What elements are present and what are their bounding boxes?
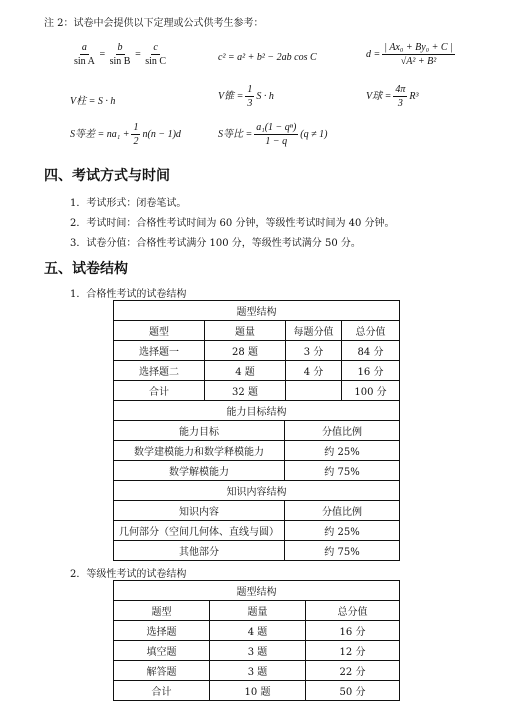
section5-title: 五、试卷结构	[44, 261, 128, 277]
table-row: 几何部分（空间几何体、直线与圆） 约 25%	[114, 521, 400, 541]
section4-item-1: 1．考试形式：闭卷笔试。	[70, 198, 187, 209]
section4-item-3: 3．试卷分值：合格性考试满分 100 分，等级性考试满分 50 分。	[70, 238, 361, 249]
cone-volume-formula: V锥 = $\frac{1}{3}$ S · h	[218, 84, 274, 109]
arithmetic-sum-formula: S等差 = na₁ + $\frac{1}{2}$ n(n − 1)d	[70, 122, 181, 147]
ability-structure-title: 能力目标结构	[114, 401, 400, 421]
table-row: 解答题 3 题 22 分	[114, 661, 400, 681]
table-row: 数学建模能力和数学释模能力 约 25%	[114, 441, 400, 461]
th-ability-ratio: 分值比例	[285, 421, 400, 441]
th-ability: 能力目标	[114, 421, 285, 441]
cosine-law-formula: c² = a² + b² − 2ab cos C	[218, 52, 317, 63]
geometric-sum-formula: S等比 = $\frac{\text{a₁(1 − qⁿ)}}{1 - q}$ (q ≠ 1)	[218, 122, 328, 147]
section5-sub2: 2．等级性考试的试卷结构	[70, 569, 187, 580]
th-content-ratio: 分值比例	[285, 501, 400, 521]
graded-exam-table	[113, 580, 400, 701]
content-structure-title: 知识内容结构	[114, 481, 400, 501]
type-structure-table	[113, 300, 400, 401]
type-structure-title: 题型结构	[114, 301, 400, 321]
table-row: 数学解模能力 约 75%	[114, 461, 400, 481]
table-row: 填空题 3 题 12 分	[114, 641, 400, 661]
formula-note: 注 2：试卷中会提供以下定理或公式供考生参考：	[44, 18, 264, 29]
graded-structure-title: 题型结构	[114, 581, 400, 601]
ball-volume-formula: V球 = $\frac{4\pi}{3}$ R³	[366, 84, 419, 109]
th-type: 题型	[114, 601, 210, 621]
table-row: 选择题 4 题 16 分	[114, 621, 400, 641]
distance-formula: d = $\frac{\text{| Ax₀ + By₀ + C |}}{\text{√A² + B²}}$	[366, 42, 453, 67]
th-each: 每题分值	[286, 321, 342, 341]
th-content: 知识内容	[114, 501, 285, 521]
sine-law-formula: $\frac{a}{\text{sin A}}$ = $\frac{b}{\text{sin B}}$ = $\frac{c}{\text{sin C}}$	[74, 42, 167, 67]
table-row: 合计 32 题 100 分	[114, 381, 400, 401]
th-total: 总分值	[342, 321, 400, 341]
table-row: 合计 10 题 50 分	[114, 681, 400, 701]
table-row: 其他部分 约 75%	[114, 541, 400, 561]
th-total: 总分值	[306, 601, 400, 621]
section4-item-2: 2．考试时间：合格性考试时间为 60 分钟，等级性考试时间为 40 分钟。	[70, 218, 395, 229]
prism-volume-formula: V柱 = S · h	[70, 96, 116, 107]
th-count: 题量	[205, 321, 286, 341]
th-type: 题型	[114, 321, 205, 341]
table-row: 选择题一 28 题 3 分 84 分	[114, 341, 400, 361]
table-row: 选择题二 4 题 4 分 16 分	[114, 361, 400, 381]
section4-title: 四、考试方式与时间	[44, 168, 170, 184]
section5-sub1: 1．合格性考试的试卷结构	[70, 289, 187, 300]
th-count: 题量	[210, 601, 306, 621]
content-structure-table	[113, 480, 400, 561]
ability-structure-table	[113, 400, 400, 481]
